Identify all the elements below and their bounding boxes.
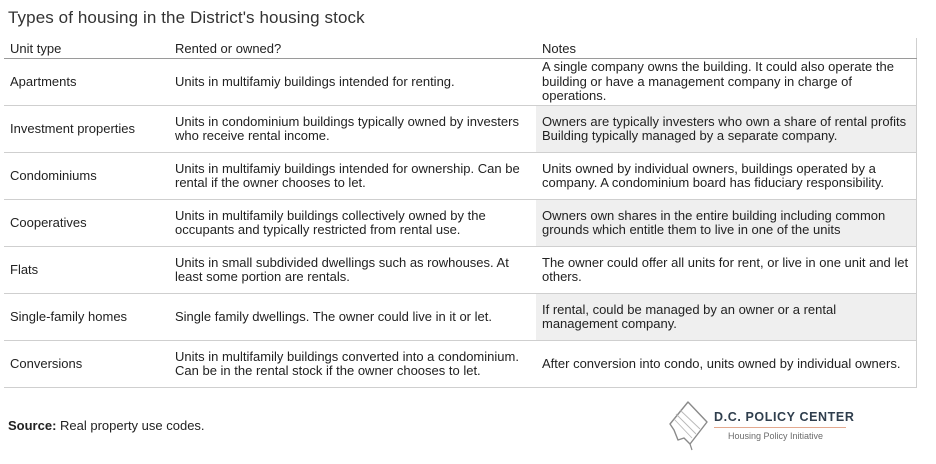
cell-unit-type: Investment properties (4, 106, 169, 153)
logo-subtitle: Housing Policy Initiative (728, 431, 824, 441)
housing-types-table (4, 38, 917, 388)
source-note (8, 418, 205, 433)
cell-rented-or-owned: Single family dwellings. The owner could live in it or let. (169, 294, 536, 341)
cell-rented-or-owned: Units in multifamily buildings converted into a condominium. Can be in the rental stock if the owner chooses to let. (169, 341, 536, 388)
table-row (4, 153, 916, 200)
header-rented-or-owned: Rented or owned? (169, 38, 536, 59)
cell-notes: The owner could offer all units for rent, or live in one unit and let others. (536, 247, 916, 294)
header-row (4, 38, 916, 59)
logo-name: D.C. POLICY CENTER (714, 410, 855, 424)
table-row (4, 294, 916, 341)
cell-rented-or-owned: Units in multifamiy buildings intended for ownership. Can be rental if the owner chooses to let. (169, 153, 536, 200)
source-text: Real property use codes. (56, 418, 205, 433)
cell-rented-or-owned: Units in multifamiy buildings intended for renting. (169, 59, 536, 106)
cell-unit-type: Conversions (4, 341, 169, 388)
cell-notes: Units owned by individual owners, buildings operated by a company. A condominium board has fiduciary responsibility. (536, 153, 916, 200)
source-label: Source: (8, 418, 57, 433)
cell-notes: After conversion into condo, units owned by individual owners. (536, 341, 916, 388)
table-row (4, 106, 916, 153)
table-title: Types of housing in the District's housing stock (8, 8, 365, 27)
cell-unit-type: Single-family homes (4, 294, 169, 341)
table-row (4, 247, 916, 294)
cell-unit-type: Cooperatives (4, 200, 169, 247)
table-row (4, 341, 916, 388)
cell-notes: Owners are typically investers who own a share of rental profits Building typically managed by a separate company. (536, 106, 916, 153)
dc-policy-center-logo (666, 400, 866, 454)
cell-rented-or-owned: Units in small subdivided dwellings such as rowhouses. At least some portion are rentals. (169, 247, 536, 294)
table-header (4, 38, 916, 59)
cell-unit-type: Condominiums (4, 153, 169, 200)
header-notes: Notes (536, 38, 916, 59)
cell-notes: Owners own shares in the entire building including common grounds which entitle them to live in one of the units (536, 200, 916, 247)
table-row (4, 200, 916, 247)
cell-unit-type: Flats (4, 247, 169, 294)
cell-notes: If rental, could be managed by an owner or a rental management company. (536, 294, 916, 341)
table-body (4, 59, 916, 388)
cell-rented-or-owned: Units in condominium buildings typically owned by investers who receive rental income. (169, 106, 536, 153)
logo-divider (714, 427, 846, 428)
header-unit-type: Unit type (4, 38, 169, 59)
table-row (4, 59, 916, 106)
cell-rented-or-owned: Units in multifamily buildings collectively owned by the occupants and typically restricted from rental use. (169, 200, 536, 247)
cell-notes: A single company owns the building. It could also operate the building or have a management company in charge of operations. (536, 59, 916, 106)
dc-map-icon (666, 400, 710, 454)
cell-unit-type: Apartments (4, 59, 169, 106)
